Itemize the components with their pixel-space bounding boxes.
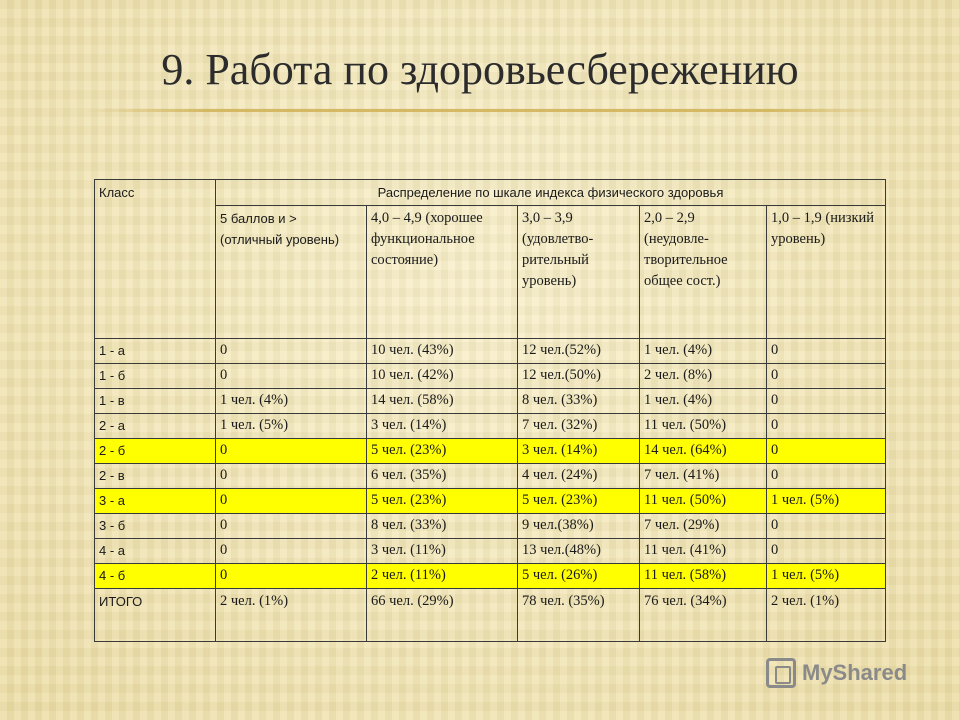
cell: 0 [216, 464, 367, 489]
cell: 4 чел. (24%) [518, 464, 640, 489]
cell: 10 чел. (42%) [367, 364, 518, 389]
table-row [95, 539, 886, 564]
cell: 0 [216, 564, 367, 589]
cell: 0 [767, 364, 886, 389]
cell: 11 чел. (50%) [640, 489, 767, 514]
header-level-satisfactory: 3,0 – 3,9 (удовлетво-рительный уровень) [518, 206, 640, 339]
cell: 0 [767, 464, 886, 489]
cell: 13 чел.(48%) [518, 539, 640, 564]
header-level-unsatisfactory: 2,0 – 2,9 (неудовле-творительное общее сост.) [640, 206, 767, 339]
watermark [766, 655, 926, 691]
cell: 7 чел. (41%) [640, 464, 767, 489]
cell: 1 чел. (4%) [216, 389, 367, 414]
row-class: 2 - б [95, 439, 216, 464]
cell: 8 чел. (33%) [518, 389, 640, 414]
cell: 3 чел. (11%) [367, 539, 518, 564]
cell: 7 чел. (32%) [518, 414, 640, 439]
total-cell: 66 чел. (29%) [367, 589, 518, 642]
table-row-highlighted [95, 489, 886, 514]
table-row-highlighted [95, 564, 886, 589]
cell: 0 [216, 539, 367, 564]
myshared-logo-icon [766, 658, 796, 688]
cell: 2 чел. (11%) [367, 564, 518, 589]
cell: 12 чел.(50%) [518, 364, 640, 389]
title-underline [86, 109, 890, 112]
table-row-highlighted [95, 439, 886, 464]
cell: 5 чел. (23%) [367, 439, 518, 464]
header-level-good: 4,0 – 4,9 (хорошее функциональное состояние) [367, 206, 518, 339]
row-class: 3 - а [95, 489, 216, 514]
table-row-total [95, 589, 886, 642]
cell: 0 [767, 514, 886, 539]
cell: 0 [216, 514, 367, 539]
cell: 0 [767, 389, 886, 414]
header-class: Класс [95, 180, 216, 339]
cell: 11 чел. (41%) [640, 539, 767, 564]
cell: 3 чел. (14%) [367, 414, 518, 439]
cell: 11 чел. (50%) [640, 414, 767, 439]
cell: 0 [216, 364, 367, 389]
cell: 7 чел. (29%) [640, 514, 767, 539]
cell: 1 чел. (4%) [640, 339, 767, 364]
total-cell: 2 чел. (1%) [767, 589, 886, 642]
header-level-excellent: 5 баллов и > (отличный уровень) [216, 206, 367, 339]
row-class: 2 - а [95, 414, 216, 439]
row-class: 2 - в [95, 464, 216, 489]
table-row [95, 364, 886, 389]
cell: 0 [767, 414, 886, 439]
total-label: ИТОГО [95, 589, 216, 642]
header-distribution: Распределение по шкале индекса физического здоровья [216, 180, 886, 206]
header-level-low: 1,0 – 1,9 (низкий уровень) [767, 206, 886, 339]
cell: 14 чел. (64%) [640, 439, 767, 464]
row-class: 3 - б [95, 514, 216, 539]
cell: 1 чел. (5%) [767, 564, 886, 589]
cell: 2 чел. (8%) [640, 364, 767, 389]
watermark-text: MyShared [802, 660, 908, 685]
row-class: 1 - в [95, 389, 216, 414]
table-row [95, 414, 886, 439]
cell: 14 чел. (58%) [367, 389, 518, 414]
cell: 10 чел. (43%) [367, 339, 518, 364]
row-class: 1 - б [95, 364, 216, 389]
total-cell: 78 чел. (35%) [518, 589, 640, 642]
cell: 8 чел. (33%) [367, 514, 518, 539]
total-cell: 2 чел. (1%) [216, 589, 367, 642]
cell: 1 чел. (5%) [216, 414, 367, 439]
row-class: 4 - а [95, 539, 216, 564]
cell: 0 [767, 539, 886, 564]
table-row [95, 389, 886, 414]
total-cell: 76 чел. (34%) [640, 589, 767, 642]
cell: 5 чел. (23%) [518, 489, 640, 514]
health-index-table [94, 179, 886, 642]
cell: 0 [767, 339, 886, 364]
cell: 9 чел.(38%) [518, 514, 640, 539]
cell: 5 чел. (26%) [518, 564, 640, 589]
cell: 0 [216, 489, 367, 514]
table-row [95, 514, 886, 539]
cell: 12 чел.(52%) [518, 339, 640, 364]
table-row [95, 464, 886, 489]
table-row [95, 339, 886, 364]
cell: 3 чел. (14%) [518, 439, 640, 464]
row-class: 1 - а [95, 339, 216, 364]
cell: 6 чел. (35%) [367, 464, 518, 489]
cell: 1 чел. (4%) [640, 389, 767, 414]
cell: 11 чел. (58%) [640, 564, 767, 589]
cell: 0 [216, 339, 367, 364]
slide-title: 9. Работа по здоровьесбережению [161, 45, 799, 94]
cell: 0 [216, 439, 367, 464]
cell: 5 чел. (23%) [367, 489, 518, 514]
cell: 1 чел. (5%) [767, 489, 886, 514]
row-class: 4 - б [95, 564, 216, 589]
cell: 0 [767, 439, 886, 464]
